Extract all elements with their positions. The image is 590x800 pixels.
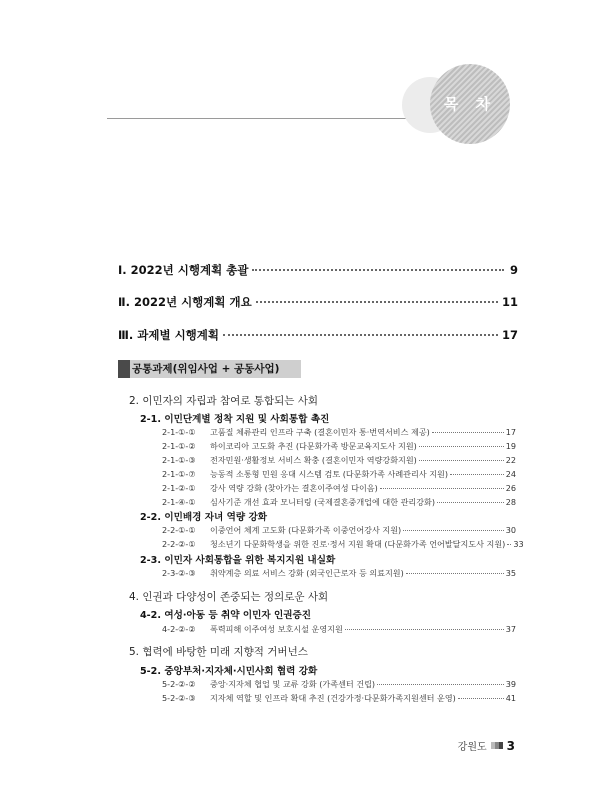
toc-item-page: 24 xyxy=(505,469,516,479)
toc-item-text: 고품질 체류관리 인프라 구축 (결혼이민자 통·번역서비스 제공) xyxy=(210,427,430,437)
section-heading: 2. 이민자의 자립과 참여로 통합되는 사회 xyxy=(129,395,318,407)
toc-entry-page: 9 xyxy=(509,263,518,277)
dot-leader xyxy=(458,698,504,699)
toc-item[interactable] xyxy=(162,539,524,550)
toc-item-code: 5-2-②-③ xyxy=(162,693,196,703)
toc-item-page: 19 xyxy=(505,441,516,451)
toc-item-page: 28 xyxy=(505,497,516,507)
toc-item-page: 41 xyxy=(505,693,516,703)
toc-item[interactable] xyxy=(162,497,516,508)
toc-item-code: 4-2-②-② xyxy=(162,624,196,634)
toc-item-text: 하이코리아 고도화 추진 (다문화가족 방문교육지도사 지원) xyxy=(210,441,417,451)
toc-item-text: 심사기준 개선 효과 모니터링 (국제결혼중개업에 대한 관리강화) xyxy=(210,497,436,507)
page-title: 목 차 xyxy=(443,95,497,113)
dot-leader xyxy=(437,502,504,503)
toc-item-text: 강사 역량 강화 (찾아가는 결혼이주여성 다이음) xyxy=(210,483,378,493)
toc-item[interactable] xyxy=(162,679,516,690)
section-heading: 5. 협력에 바탕한 미래 지향적 거버넌스 xyxy=(129,646,308,658)
dot-leader xyxy=(256,301,498,303)
dot-leader xyxy=(345,629,504,630)
toc-item-code: 2-1-①-⑦ xyxy=(162,469,196,479)
toc-item[interactable] xyxy=(162,525,516,536)
toc-item-text: 지자체 역할 및 인프라 확대 추진 (건강가정·다문화가족지원센터 운영) xyxy=(210,693,456,703)
toc-item[interactable] xyxy=(162,568,516,579)
toc-item-code: 2-3-②-③ xyxy=(162,568,196,578)
dot-leader xyxy=(403,530,503,531)
toc-entry-2[interactable] xyxy=(118,294,518,310)
dot-leader xyxy=(380,488,504,489)
toc-item-page: 33 xyxy=(513,539,524,549)
toc-item-text: 폭력피해 이주여성 보호시설 운영지원 xyxy=(210,624,343,634)
toc-entry-label: Ⅰ. 2022년 시행계획 총괄 xyxy=(118,263,249,277)
section-banner-label: 공통과제(위임사업 + 공동사업) xyxy=(132,363,280,375)
toc-item-code: 2-1-①-③ xyxy=(162,455,196,465)
toc-item[interactable] xyxy=(162,441,516,452)
toc-entry-3[interactable] xyxy=(118,327,518,343)
toc-entry-1[interactable] xyxy=(118,262,518,278)
toc-item-text: 능동적 소통형 민원 응대 시스템 검토 (다문화가족 사례관리사 지원) xyxy=(210,469,449,479)
toc-item-page: 17 xyxy=(505,427,516,437)
subsection-heading: 2-2. 이민배경 자녀 역량 강화 xyxy=(140,512,268,523)
page-footer xyxy=(458,738,515,753)
toc-item-page: 37 xyxy=(505,624,516,634)
toc-item-text: 취약계층 의료 서비스 강화 (외국인근로자 등 의료지원) xyxy=(210,568,404,578)
toc-entry-label: Ⅲ. 과제별 시행계획 xyxy=(118,328,220,342)
toc-item-code: 2-1-②-① xyxy=(162,483,196,493)
toc-item-page: 22 xyxy=(505,455,516,465)
subsection-heading: 2-1. 이민단계별 정착 지원 및 사회통합 촉진 xyxy=(140,414,330,425)
toc-item-code: 2-1-①-① xyxy=(162,427,196,437)
dot-leader xyxy=(419,446,504,447)
toc-item-page: 30 xyxy=(505,525,516,535)
dot-leader xyxy=(450,474,504,475)
dot-leader xyxy=(252,269,504,271)
subsection-heading: 2-3. 이민자 사회통합을 위한 복지지원 내실화 xyxy=(140,555,336,566)
toc-item-page: 39 xyxy=(505,679,516,689)
toc-item-code: 2-1-④-① xyxy=(162,497,196,507)
toc-entry-label: Ⅱ. 2022년 시행계획 개요 xyxy=(118,295,252,309)
toc-entry-page: 11 xyxy=(501,295,518,309)
toc-item[interactable] xyxy=(162,693,516,704)
toc-item-text: 전자민원·생활정보 서비스 확충 (결혼이민자 역량강화지원) xyxy=(210,455,417,465)
toc-item-text: 이중언어 체계 고도화 (다문화가족 이중언어강사 지원) xyxy=(210,525,402,535)
toc-item[interactable] xyxy=(162,427,516,438)
subsection-heading: 4-2. 여성·아동 등 취약 이민자 인권증진 xyxy=(140,610,312,621)
toc-item-code: 2-1-①-② xyxy=(162,441,196,451)
toc-item[interactable] xyxy=(162,483,516,494)
dot-leader xyxy=(223,334,498,336)
dot-leader xyxy=(406,573,504,574)
toc-item[interactable] xyxy=(162,624,516,635)
dot-leader xyxy=(507,544,511,545)
footer-bar-icon xyxy=(491,742,503,749)
dot-leader xyxy=(419,460,504,461)
dot-leader xyxy=(377,684,504,685)
section-heading: 4. 인권과 다양성이 존중되는 정의로운 사회 xyxy=(129,591,329,603)
toc-item-text: 청소년기 다문화학생을 위한 진로·정서 지원 확대 (다문화가족 언어발달지도사 지원) xyxy=(210,539,506,549)
footer-region: 강원도 xyxy=(457,742,487,753)
toc-item-code: 2-2-②-① xyxy=(162,539,196,549)
subsection-heading: 5-2. 중앙부처·지자체·시민사회 협력 강화 xyxy=(140,666,318,677)
toc-entry-page: 17 xyxy=(501,328,518,342)
toc-item-text: 중앙·지자체 협업 및 교류 강화 (가족센터 건립) xyxy=(210,679,376,689)
toc-item-code: 5-2-②-② xyxy=(162,679,196,689)
toc-item-page: 35 xyxy=(505,568,516,578)
footer-page-number: 3 xyxy=(506,738,515,753)
toc-item-page: 26 xyxy=(505,483,516,493)
toc-item[interactable] xyxy=(162,469,516,480)
toc-item[interactable] xyxy=(162,455,516,466)
toc-item-code: 2-2-①-① xyxy=(162,525,196,535)
dot-leader xyxy=(432,432,504,433)
